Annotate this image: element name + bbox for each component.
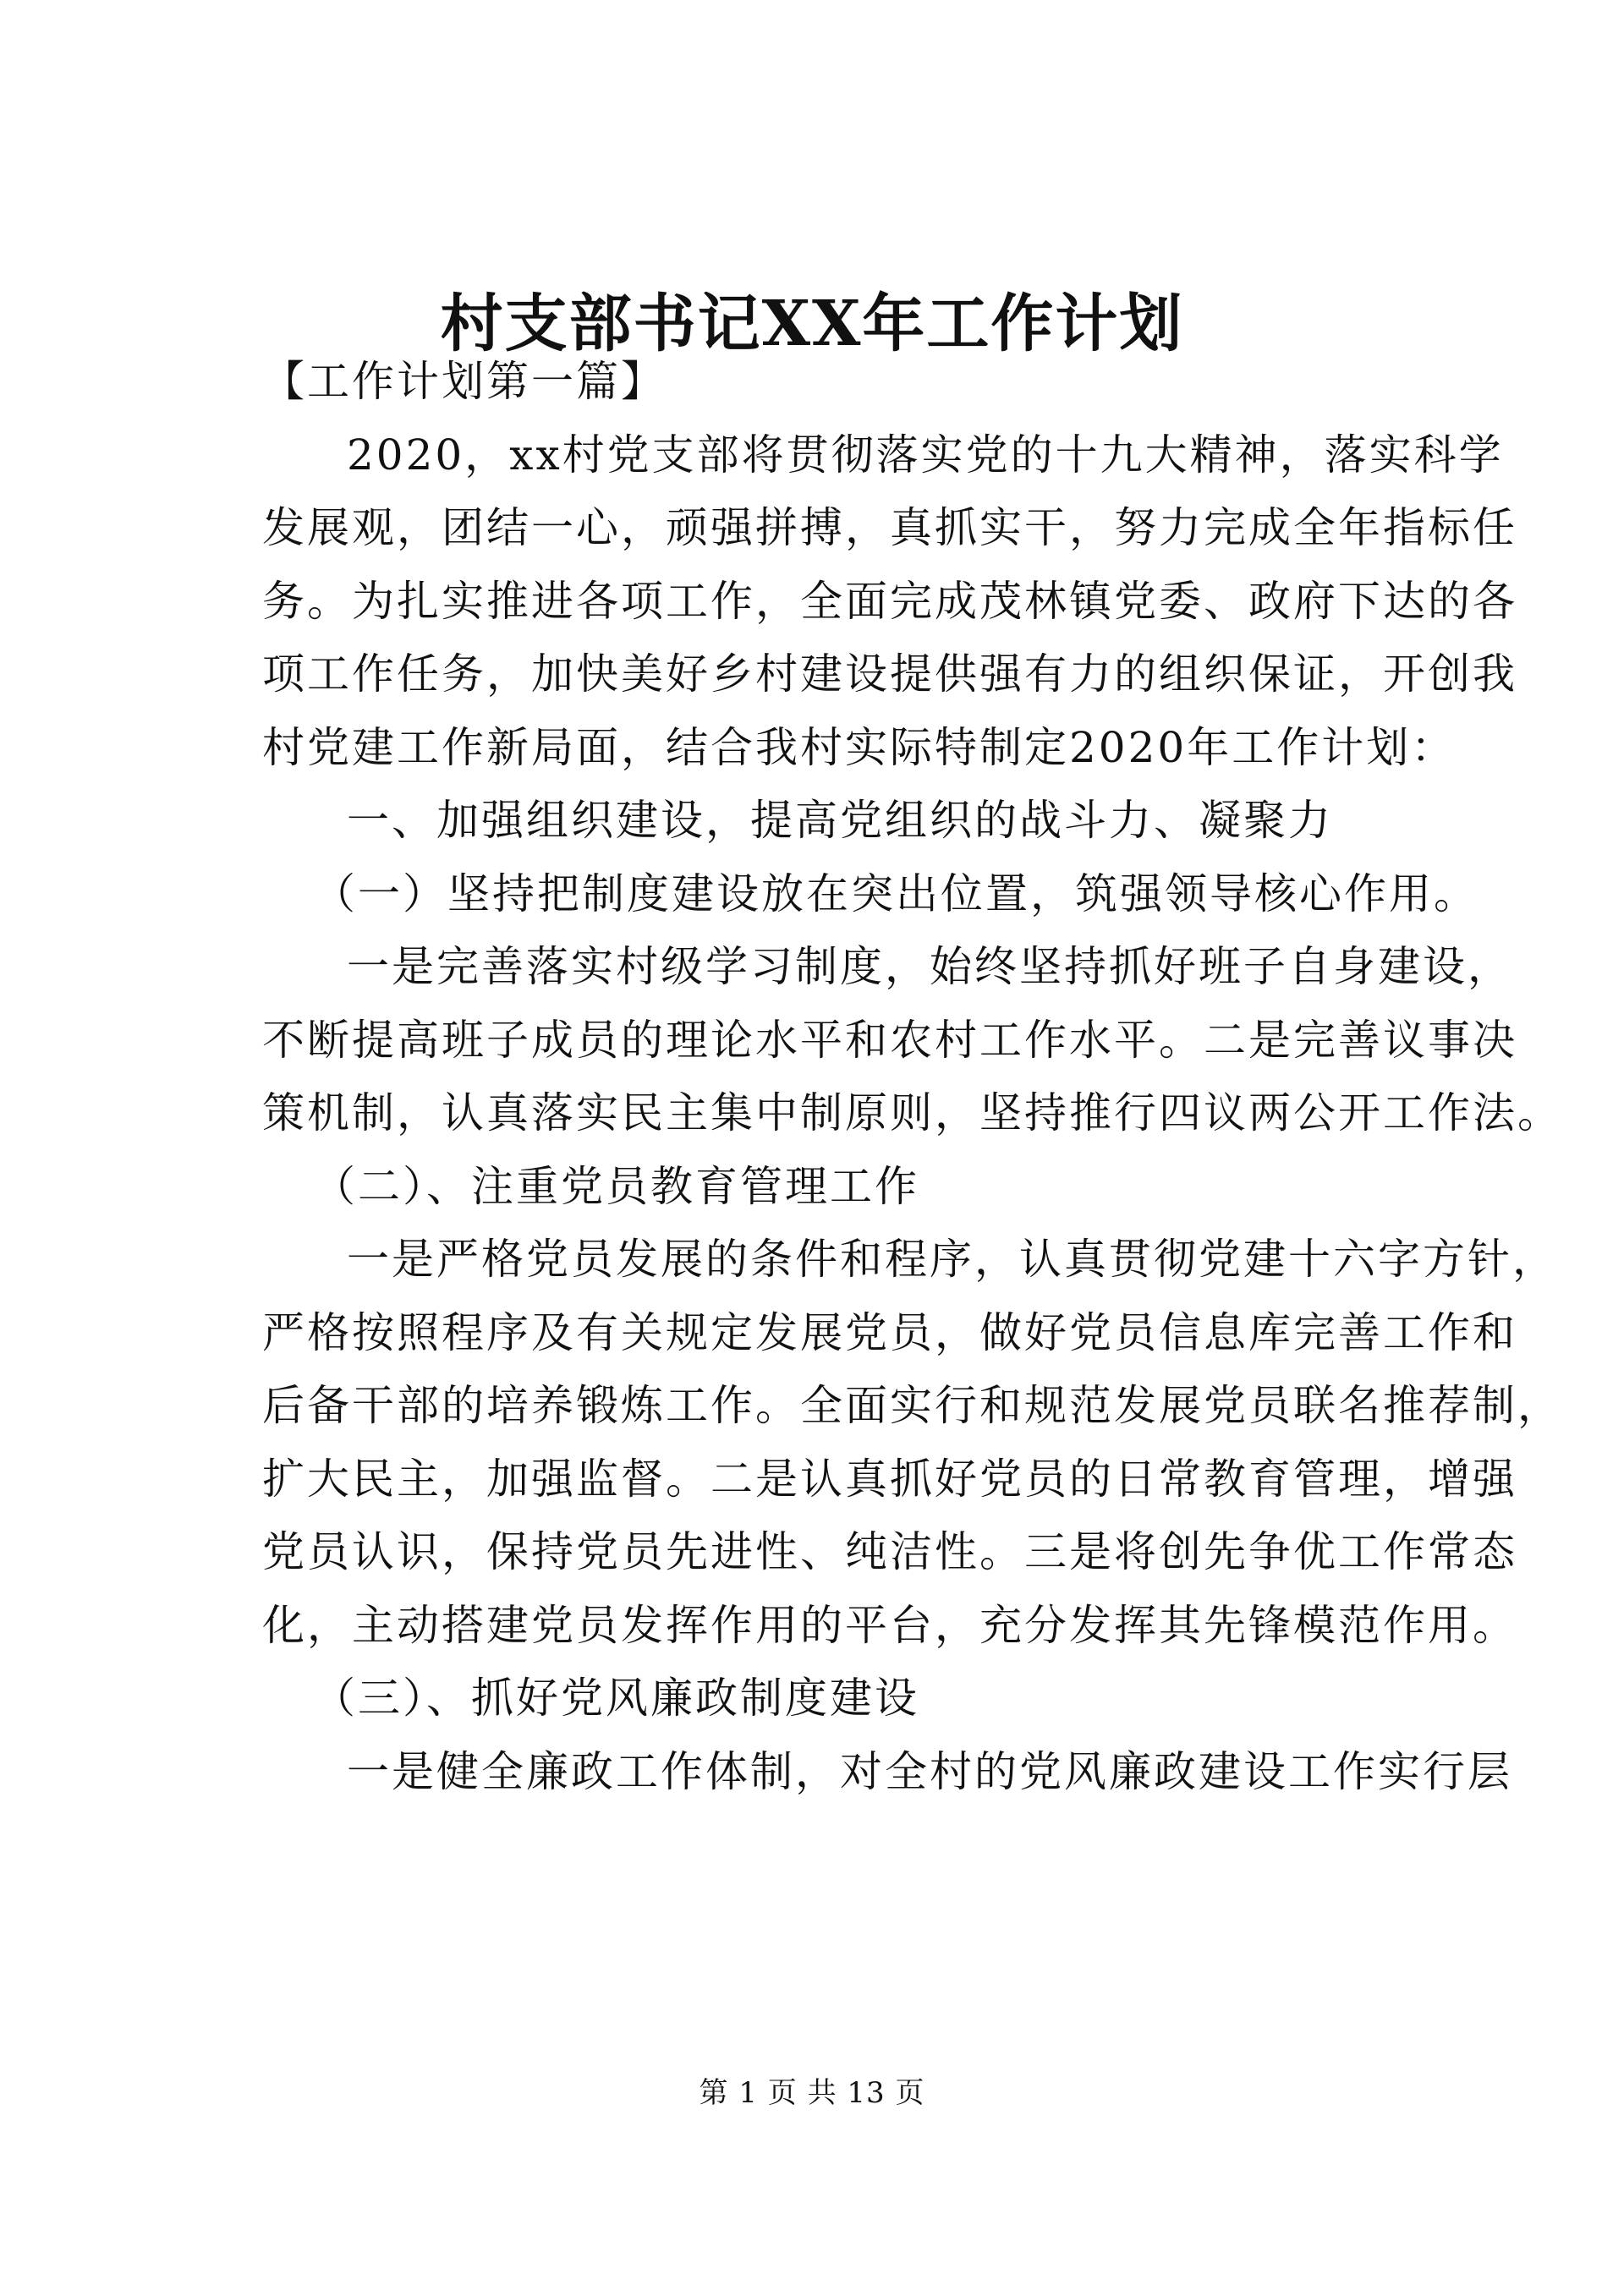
paragraph-line: 村党建工作新局面，结合我村实际特制定2020年工作计划：: [262, 722, 1457, 772]
paragraph-line: 一是严格党员发展的条件和程序，认真贯彻党建十六字方针，: [347, 1235, 1557, 1284]
subheading: （二）、注重党员教育管理工作: [313, 1161, 919, 1211]
paragraph-line: 党员认识，保持党员先进性、纯洁性。三是将创先争优工作常态: [262, 1527, 1517, 1576]
paragraph-line: 一是健全廉政工作体制，对全村的党风廉政建设工作实行层: [347, 1746, 1512, 1796]
document-body: [262, 345, 1562, 1808]
paragraph-line: 不断提高班子成员的理论水平和农村工作水平。二是完善议事决: [262, 1015, 1517, 1065]
paragraph-line: 一是完善落实村级学习制度，始终坚持抓好班子自身建设，: [347, 942, 1512, 991]
paragraph-line: 严格按照程序及有关规定发展党员，做好党员信息库完善工作和: [262, 1307, 1517, 1357]
subheading: （一）坚持把制度建设放在突出位置，筑强领导核心作用。: [313, 869, 1479, 918]
section-heading: 【工作计划第一篇】: [262, 357, 666, 406]
paragraph-line: 2020，xx村党支部将贯彻落实党的十九大精神，落实科学: [347, 430, 1504, 479]
subheading: （三）、抓好党风廉政制度建设: [313, 1674, 919, 1723]
page-number-footer: 第 1 页 共 13 页: [699, 2076, 925, 2110]
paragraph-line: 策机制，认真落实民主集中制原则，坚持推行四议两公开工作法。: [262, 1088, 1562, 1137]
subheading: 一、加强组织建设，提高党组织的战斗力、凝聚力: [347, 796, 1333, 845]
paragraph-line: 化，主动搭建党员发挥作用的平台，充分发挥其先锋模范作用。: [262, 1600, 1517, 1650]
document-title: 村支部书记XX年工作计划: [440, 288, 1184, 360]
paragraph-line: 扩大民主，加强监督。二是认真抓好党员的日常教育管理，增强: [262, 1454, 1517, 1504]
paragraph-line: 项工作任务，加快美好乡村建设提供强有力的组织保证，开创我: [262, 649, 1517, 699]
paragraph-line: 后备干部的培养锻炼工作。全面实行和规范发展党员联名推荐制，: [262, 1381, 1562, 1430]
paragraph-line: 务。为扎实推进各项工作，全面完成茂林镇党委、政府下达的各: [262, 576, 1517, 626]
paragraph-line: 发展观，团结一心，顽强拼搏，真抓实干，努力完成全年指标任: [262, 503, 1517, 552]
